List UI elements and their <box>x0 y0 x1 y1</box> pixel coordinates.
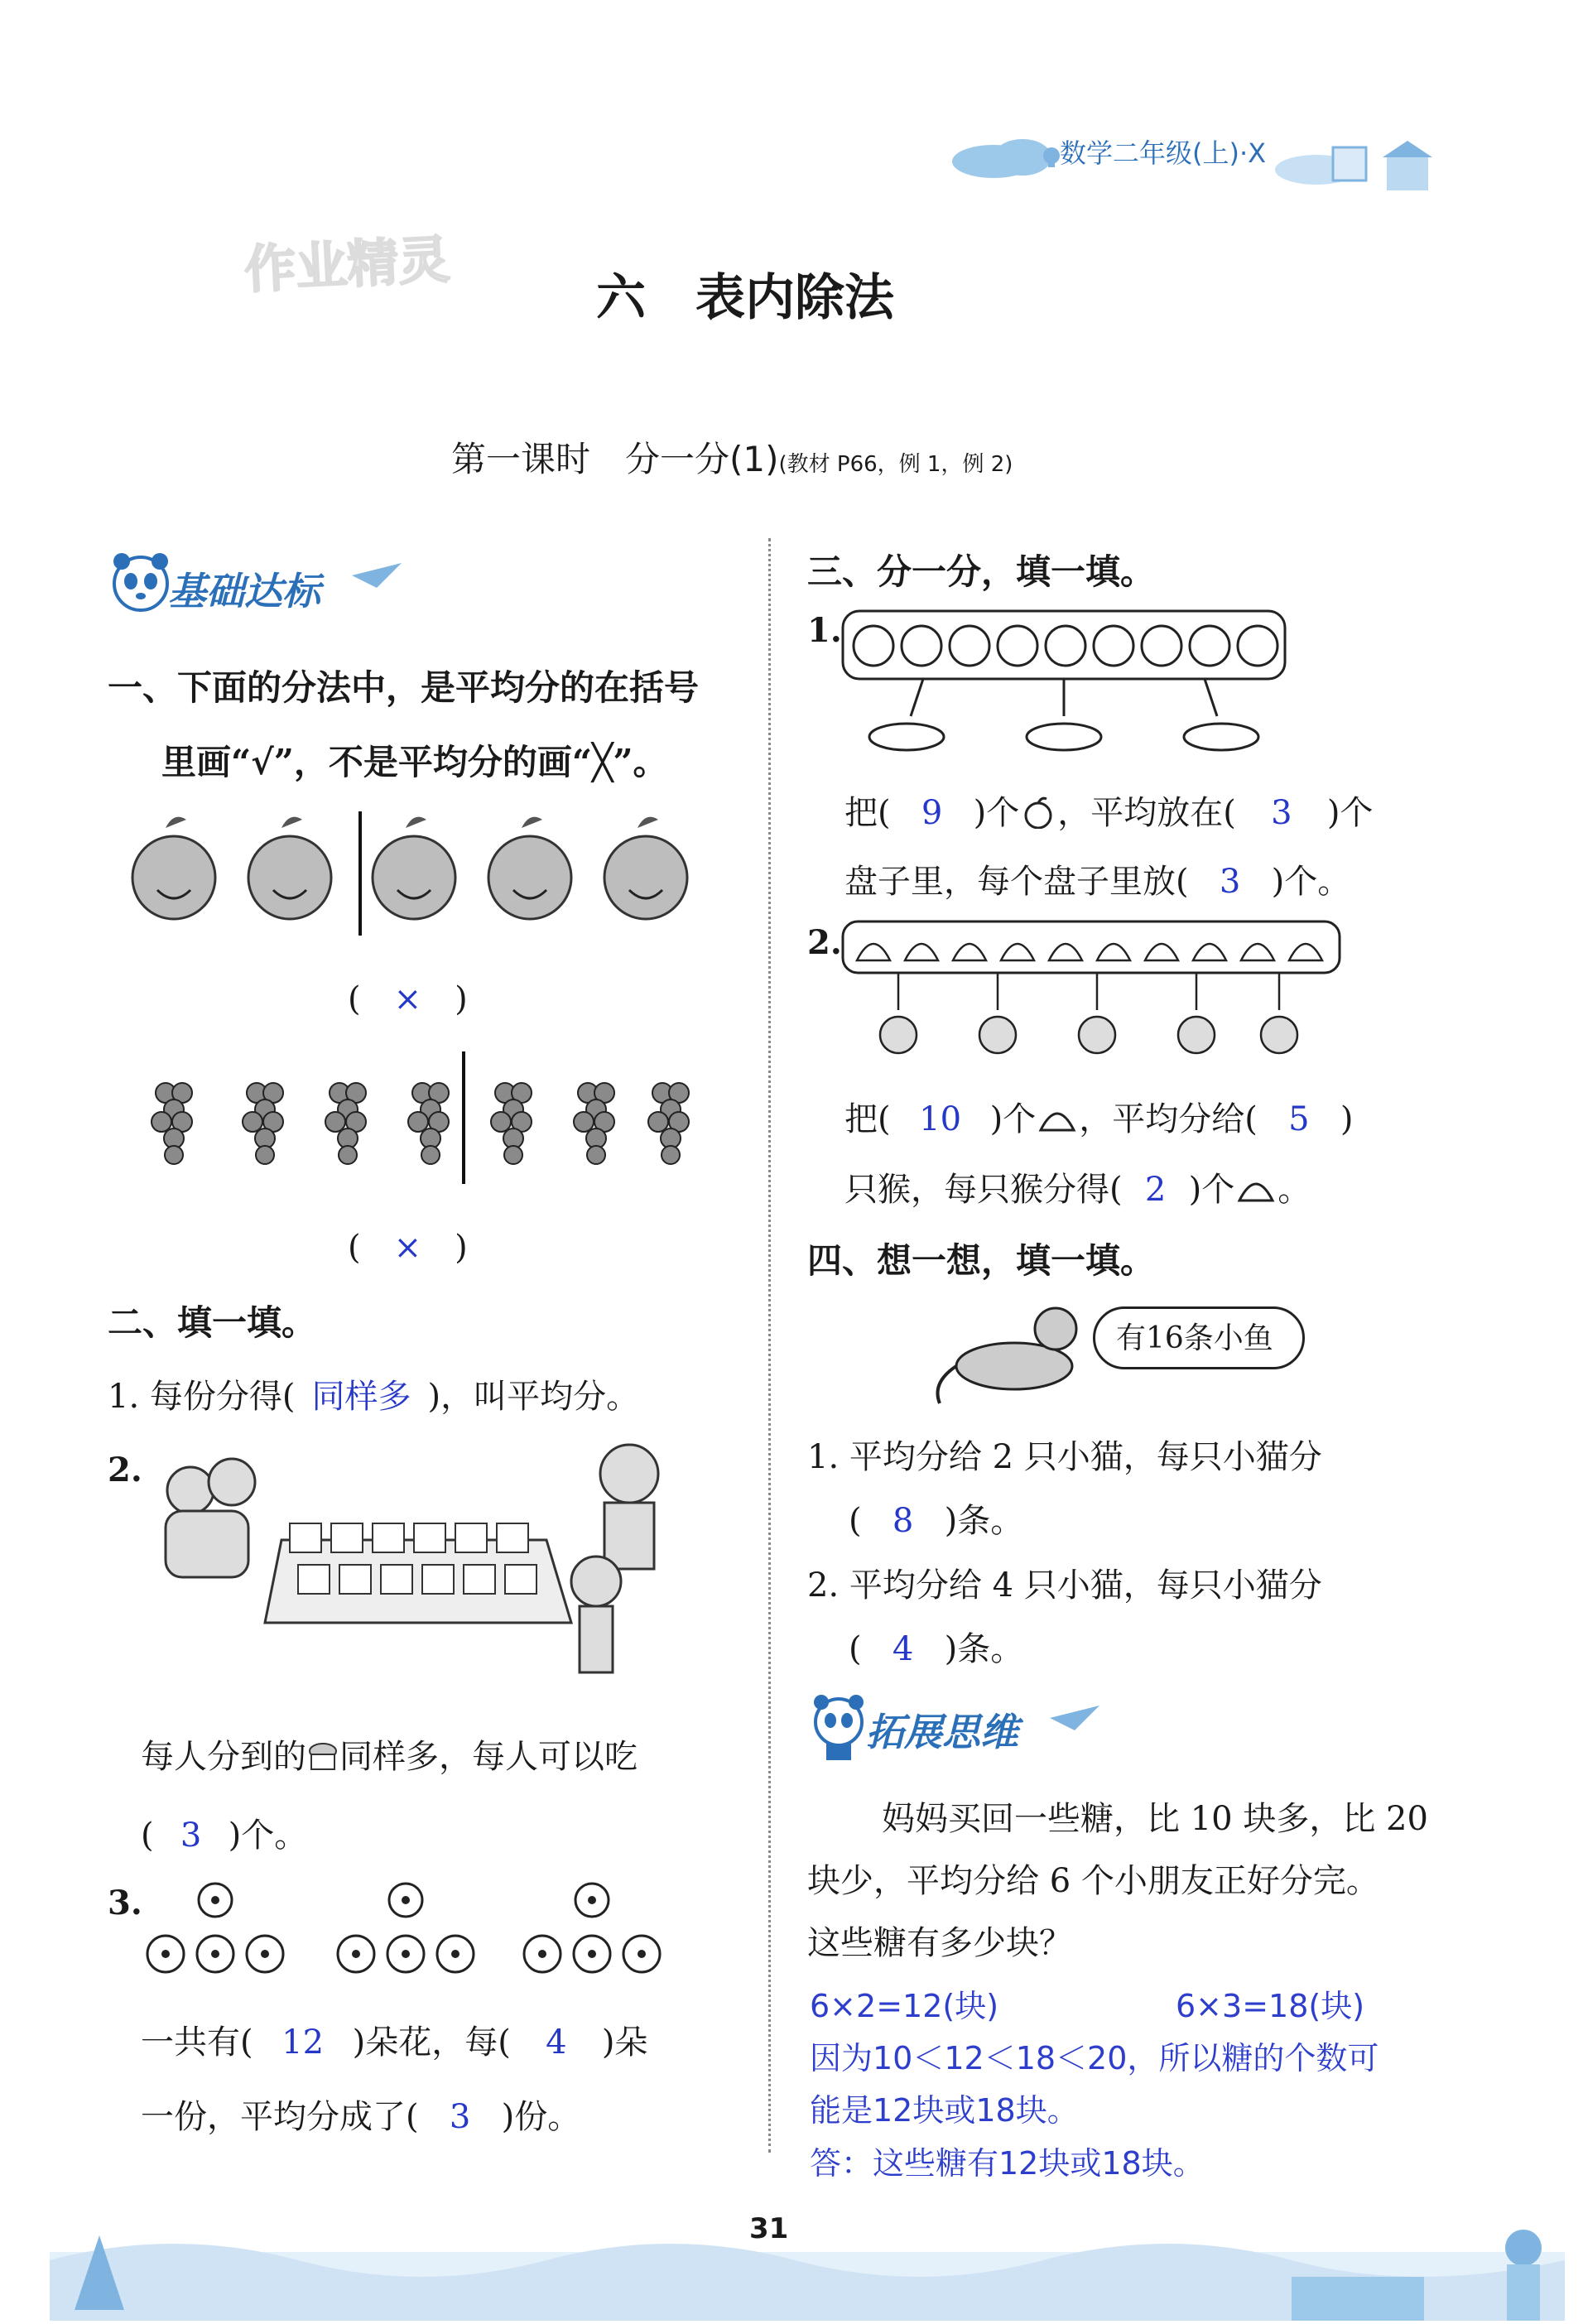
q2-item1-pre: 1. 每份分得( <box>108 1378 296 1416</box>
paper-plane-icon <box>352 563 402 588</box>
lesson-title-text: 第一课时 分一分(1) <box>451 439 779 479</box>
q2-item1 <box>108 1370 639 1417</box>
q3-s2-answer-1: 10 <box>919 1100 962 1138</box>
q3-s2-line2 <box>844 1163 1311 1210</box>
q4-i1-answer-line: ( 8 )条。 <box>849 1502 1024 1540</box>
q2-item3-answer-1: 12 <box>281 2023 325 2062</box>
q3-s1-c: ，平均放在( <box>1057 794 1236 832</box>
q2-item2-text-b: 同样多，每人可以吃 <box>339 1738 638 1776</box>
lesson-title <box>451 432 1013 482</box>
q2-item2-text-a: 每人分到的 <box>141 1738 306 1776</box>
q3-s1-f: )个。 <box>1271 863 1351 901</box>
q2-item3-answer-3: 3 <box>449 2098 471 2136</box>
q2-item2-num: 2. <box>108 1451 142 1489</box>
q2-item3-d: 一份，平均分成了( <box>141 2098 419 2136</box>
q3-n2: 2. <box>807 923 842 962</box>
apple-icon <box>1019 796 1057 829</box>
q4-bubble-text: 有16条小鱼 <box>1116 1321 1273 1355</box>
q2-title: 二、填一填。 <box>108 1302 317 1343</box>
panda-runner-icon <box>801 1689 876 1763</box>
cupcake-icon <box>306 1741 339 1769</box>
q1-answer-2-value: × <box>393 1229 422 1267</box>
grapes-illustration <box>116 1051 729 1184</box>
ext-answer-3: 因为10＜12＜18＜20，所以糖的个数可 <box>810 2040 1379 2076</box>
cat-illustration <box>931 1300 1089 1407</box>
header-subject: 数学二年级(上)·X <box>1060 137 1267 169</box>
q3-s2-answer-3: 2 <box>1144 1171 1167 1209</box>
q1-title: 一、下面的分法中，是平均分的在括号 <box>108 667 700 708</box>
ext-answer-5: 答：这些糖有12块或18块。 <box>810 2145 1205 2182</box>
q2-item2-answer: 3 <box>180 1816 202 1855</box>
peach-icon <box>1036 1102 1079 1135</box>
q2-item2-answer-line: ( 3 )个。 <box>141 1816 308 1855</box>
q3-s1-answer-1: 9 <box>921 794 943 832</box>
q1-title-2: 里画“√”，不是平均分的画“╳”。 <box>161 742 668 782</box>
q3-s1-line2 <box>844 855 1350 902</box>
q2-item3-num: 3. <box>108 1884 142 1922</box>
q4-i1-post: )条。 <box>944 1502 1024 1540</box>
q4-i2-answer: 4 <box>892 1630 914 1668</box>
q3-s1-answer-2: 3 <box>1271 794 1292 832</box>
paper-plane-icon-2 <box>1050 1706 1099 1730</box>
q2-item3-a: 一共有( <box>141 2023 253 2062</box>
q2-item3-answer-2: 4 <box>546 2023 567 2062</box>
ext-p2: 块少，平均分给 6 个小朋友正好分完。 <box>807 1862 1379 1900</box>
q4-i1-answer: 8 <box>892 1502 914 1540</box>
q3-s2-answer-2: 5 <box>1288 1100 1310 1138</box>
lesson-ref: (教材 P66，例 1，例 2) <box>778 452 1013 477</box>
q3-s1-d: )个 <box>1326 794 1374 832</box>
page-number: 31 <box>749 2212 789 2245</box>
flowers-illustration <box>141 1875 687 1983</box>
q3-s2-d: ) <box>1340 1100 1354 1138</box>
q3-s2-a: 把( <box>844 1100 891 1138</box>
q4-i1: 1. 平均分给 2 只小猫，每只小猫分 <box>807 1438 1322 1476</box>
apples-illustration <box>116 811 729 936</box>
badge-basic-label: 基础达标 <box>168 569 320 613</box>
q2-item1-answer: 同样多 <box>311 1378 411 1416</box>
cupcakes-children-illustration <box>141 1441 737 1689</box>
q2-item3-c: )朵 <box>601 2023 648 2062</box>
q3-s1-line1 <box>844 787 1373 834</box>
panda-icon <box>103 546 178 621</box>
q2-item1-post: )，叫平均分。 <box>427 1378 640 1416</box>
q4-i2-post: )条。 <box>944 1630 1024 1668</box>
q3-s2-g: 。 <box>1277 1171 1311 1209</box>
q3-s1-e: 盘子里，每个盘子里放( <box>844 863 1189 901</box>
q2-item2-post: )个。 <box>228 1816 308 1855</box>
q2-item2-text <box>141 1730 638 1778</box>
ext-p1: 妈妈买回一些糖，比 10 块多，比 20 <box>882 1800 1428 1838</box>
peaches-monkeys-illustration <box>840 919 1345 1076</box>
q4-i2: 2. 平均分给 4 只小猫，每只小猫分 <box>807 1566 1322 1605</box>
chapter-title: 六 表内除法 <box>596 269 894 327</box>
q3-s1-b: )个 <box>973 794 1020 832</box>
badge-extension <box>801 1689 1099 1763</box>
q3-n1: 1. <box>807 611 842 650</box>
column-divider <box>768 538 771 2153</box>
q3-s2-e: 只猴，每只猴分得( <box>844 1171 1123 1209</box>
q3-s2-c: ，平均分给( <box>1079 1100 1258 1138</box>
q3-s1-answer-3: 3 <box>1219 863 1241 901</box>
q1-answer-1-value: × <box>393 980 422 1018</box>
q3-title: 三、分一分，填一填。 <box>807 551 1156 592</box>
q2-item3-line1 <box>141 2016 647 2063</box>
footer-decoration <box>50 2186 1565 2321</box>
q3-s2-b: )个 <box>989 1100 1037 1138</box>
ext-p3: 这些糖有多少块？ <box>807 1924 1072 1962</box>
ext-answer-1: 6×2=12(块) <box>810 1988 999 2024</box>
q2-item3-line2 <box>141 2091 580 2138</box>
q3-s1-a: 把( <box>844 794 891 832</box>
q3-s2-f: )个 <box>1188 1171 1235 1209</box>
q3-s2-line1 <box>844 1093 1353 1140</box>
q1-answer-1: ( × ) <box>348 980 468 1018</box>
badge-extension-label: 拓展思维 <box>866 1710 1018 1754</box>
ext-answer-2: 6×3=18(块) <box>1176 1988 1365 2024</box>
q4-title: 四、想一想，填一填。 <box>807 1240 1156 1281</box>
peach-icon-2 <box>1234 1172 1277 1205</box>
ext-answer-4: 能是12块或18块。 <box>810 2092 1079 2129</box>
q2-item3-b: )朵花，每( <box>352 2023 511 2062</box>
q2-item3-e: )份。 <box>501 2098 581 2136</box>
watermark: 作业精灵 <box>243 229 452 301</box>
q1-answer-2: ( × ) <box>348 1229 468 1267</box>
apples-plates-illustration <box>840 609 1287 762</box>
q4-i2-answer-line: ( 4 )条。 <box>849 1630 1024 1668</box>
badge-basic <box>103 546 402 621</box>
